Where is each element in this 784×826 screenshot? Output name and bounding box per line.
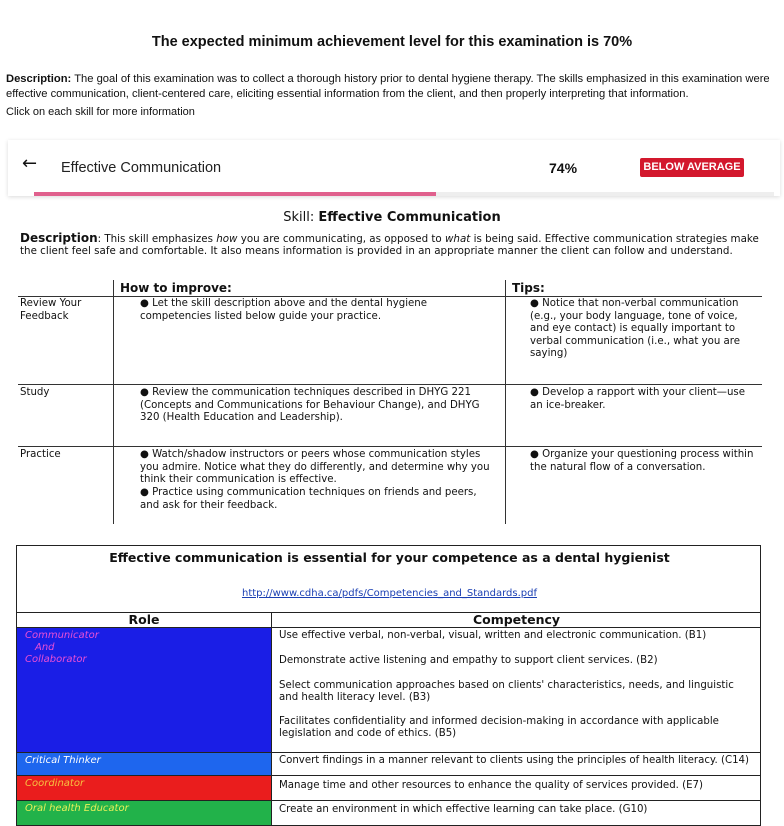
table-divider bbox=[505, 280, 506, 524]
table-divider bbox=[18, 446, 762, 447]
tip-practice: ● Organize your questioning process within the natural flow of a conversation. bbox=[530, 449, 754, 473]
click-hint: Click on each skill for more information bbox=[6, 106, 195, 118]
skill-description-text: : This skill emphasizes bbox=[97, 233, 217, 245]
role-oral-health-educator bbox=[17, 801, 271, 826]
role-name: Critical Thinker bbox=[25, 755, 101, 766]
exam-description-label: Description: bbox=[6, 73, 72, 85]
skill-description-emphasis-what: what bbox=[445, 233, 471, 245]
competency-heading: Effective communication is essential for your competence as a dental hygienist bbox=[109, 550, 670, 565]
status-badge: BELOW AVERAGE bbox=[640, 158, 744, 177]
improve-practice: ● Watch/shadow instructors or peers whose communication styles you admire. Notice what they do differently, and determine why you think their communication is effective. bbox=[140, 449, 490, 486]
skill-description bbox=[20, 232, 765, 257]
role-name: Communicator bbox=[25, 630, 99, 641]
table-divider bbox=[18, 384, 762, 385]
role-column-header: Role bbox=[128, 612, 160, 627]
role-name: Collaborator bbox=[25, 654, 87, 665]
competency-b2: Demonstrate active listening and empathy to support client services. (B2) bbox=[279, 655, 658, 666]
exam-description bbox=[6, 72, 782, 101]
competency-e7: Manage time and other resources to enhance the quality of services provided. (E7) bbox=[279, 780, 704, 791]
role-name: Oral health Educator bbox=[25, 803, 129, 814]
row-label-study: Study bbox=[20, 387, 50, 398]
exam-description-text: The goal of this examination was to collect a thorough history prior to dental hygiene therapy. The skills emphasized in this examination were effective communication, client-centered care, eliciting essential information from the client, and then properly interpreting that information. bbox=[6, 73, 770, 100]
competency-table bbox=[16, 545, 761, 826]
progress-bar-fill bbox=[34, 192, 436, 196]
arrow-left-icon[interactable]: ← bbox=[22, 153, 38, 174]
role-name: Coordinator bbox=[25, 778, 85, 789]
tips-header: Tips: bbox=[512, 281, 545, 295]
competency-g10: Create an environment in which effective learning can take place. (G10) bbox=[279, 804, 648, 815]
row-label-review-feedback: Review Your Feedback bbox=[20, 298, 82, 322]
role-coordinator bbox=[17, 776, 271, 800]
improvement-table bbox=[18, 280, 762, 524]
skill-description-emphasis-how: how bbox=[216, 233, 238, 245]
tip-review-feedback: ● Notice that non-verbal communication (e.g., your body language, tone of voice, and eye contact) is equally important to verbal communication (i.e., what you are saying) bbox=[530, 298, 741, 360]
table-divider bbox=[113, 280, 114, 524]
skill-heading-name: Effective Communication bbox=[318, 210, 501, 225]
exam-minimum-level-title: The expected minimum achievement level for this examination is 70% bbox=[151, 34, 633, 50]
skill-description-text: is being said. Effective communication strategies make the client feel safe and comfortable. It also means information is provided in an appropriate manner the client can follow and understand. bbox=[20, 233, 759, 257]
skill-description-label: Description bbox=[20, 231, 98, 245]
competency-link[interactable]: http://www.cdha.ca/pdfs/Competencies_and_Standards.pdf bbox=[241, 588, 537, 599]
competency-column-header: Competency bbox=[472, 612, 561, 627]
table-divider bbox=[18, 296, 762, 297]
skill-name: Effective Communication bbox=[61, 160, 222, 176]
skill-description-text: you are communicating, as opposed to bbox=[237, 233, 446, 245]
improve-practice-2: ● Practice using communication techniques on friends and peers, and ask for their feedback. bbox=[140, 487, 477, 511]
table-divider bbox=[271, 612, 272, 826]
skill-heading bbox=[0, 210, 784, 225]
tip-study: ● Develop a rapport with your client—use an ice-breaker. bbox=[530, 387, 746, 411]
improve-review-feedback: ● Let the skill description above and the dental hygiene competencies listed below guide your practice. bbox=[140, 298, 428, 322]
improve-study: ● Review the communication techniques described in DHYG 221 (Concepts and Communications for Behaviour Change), and DHYG 320 (Health Education and Leadership). bbox=[140, 387, 480, 424]
progress-bar bbox=[34, 192, 774, 196]
competency-b5: Facilitates confidentiality and informed decision-making in accordance with applicable legislation and code of ethics. (B5) bbox=[279, 716, 719, 740]
row-label-practice: Practice bbox=[20, 449, 61, 460]
how-to-improve-header: How to improve: bbox=[120, 281, 232, 295]
skill-score: 74% bbox=[549, 160, 578, 176]
skill-heading-prefix: Skill: bbox=[283, 210, 319, 225]
competency-b3: Select communication approaches based on clients' characteristics, needs, and linguistic and health literacy level. (B3) bbox=[279, 680, 734, 704]
competency-c14: Convert findings in a manner relevant to clients using the principles of health literacy. (C14) bbox=[279, 755, 750, 766]
competency-b1: Use effective verbal, non-verbal, visual, written and electronic communication. (B1) bbox=[279, 630, 707, 641]
role-name: And bbox=[35, 642, 55, 653]
role-communicator-collaborator bbox=[17, 628, 271, 752]
role-critical-thinker bbox=[17, 753, 271, 775]
